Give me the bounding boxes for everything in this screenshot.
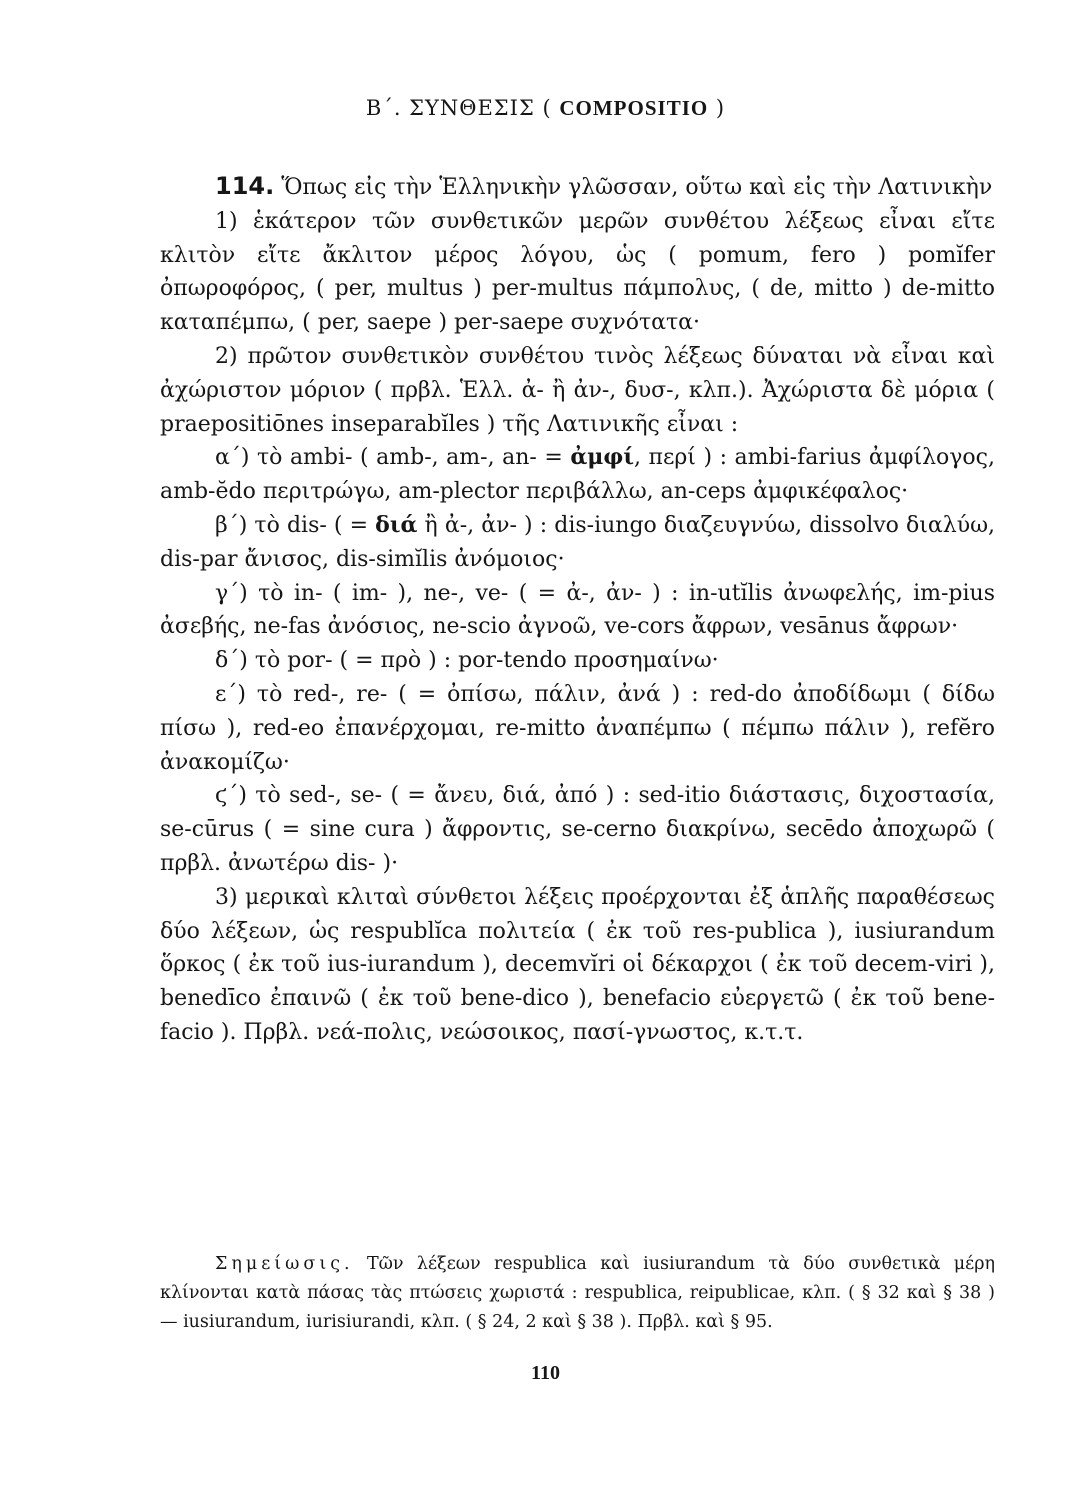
item-beta-pre: β΄) τὸ dis- ( = — [215, 512, 369, 538]
paragraph-3: 3) μερικαὶ κλιταὶ σύνθετοι λέξεις προέρχονται ἐξ ἁπλῆς παραθέσεως δύο λέξεων, ὡς respublĭca πολιτεία ( ἐκ τοῦ res-publica ), iusiurandum ὅρκος ( ἐκ τοῦ ius-iurandum ), decemvĭri οἱ δέκαρχοι ( ἐκ τοῦ decem-viri ), benedīco ἐπαινῶ ( ἐκ τοῦ bene-dico ), benefacio εὐεργετῶ ( ἐκ τοῦ bene-facio ). Πρβλ. νεά-πολις, νεώσοικος, πασί-γνωστος, κ.τ.τ. — [160, 884, 995, 1045]
item-alpha — [160, 441, 995, 509]
item-stigma: ϛ΄) τὸ sed-, se- ( = ἄνευ, διά, ἀπό ) : sed-itio διάστασις, διχοστασία, se-cūrus ( = sine cura ) ἄφροντις, se-cerno διακρίνω, secēdo ἀποχωρῶ ( πρβλ. ἀνωτέρω dis- )· — [160, 783, 995, 876]
chapter-heading — [0, 96, 1091, 121]
section-intro — [160, 170, 995, 205]
footnote-label: Σημείωσις. — [215, 1254, 354, 1274]
paragraph-2: 2) πρῶτον συνθετικὸν συνθέτου τινὸς λέξεως δύναται νὰ εἶναι καὶ ἀχώριστον μόριον ( πρβλ. Ἑλλ. ἀ- ἢ ἀν-, δυσ-, κλπ.). Ἀχώριστα δὲ μόρια ( praepositiōnes inseparabĭles ) τῆς Λατινικῆς εἶναι : — [160, 343, 995, 437]
heading-suffix: ) — [715, 96, 726, 120]
item-gamma: γ΄) τὸ in- ( im- ), ne-, ve- ( = ἀ-, ἀν- ) : in-utĭlis ἀνωφελής, im-pius ἀσεβής, ne-fas ἀνόσιος, ne-scio ἀγνοῶ, ve-cors ἄφρων, vesānus ἄφρων· — [160, 580, 995, 640]
item-beta-bold: διά — [375, 511, 418, 538]
heading-prefix: Β΄. ΣΥΝΘΕΣΙΣ ( — [365, 96, 552, 120]
item-beta — [160, 509, 995, 577]
section-number: 114. — [215, 172, 275, 200]
section-body — [160, 170, 995, 1050]
footnote-text: Τῶν λέξεων respublica καὶ iusiurandum τὰ δύο συνθετικὰ μέρη κλίνονται κατὰ πάσας τὰς πτώσεις χωριστά : respublica, reipublicae, κλπ. ( § 32 καὶ § 38 ) — iusiurandum, iurisiurandi, κλπ. ( § 24, 2 καὶ § 38 ). Πρβλ. καὶ § 95. — [160, 1254, 995, 1332]
heading-latin: COMPOSITIO — [559, 96, 709, 120]
footnote — [160, 1250, 995, 1337]
item-alpha-post: , περί ) : ambi-farius ἀμφίλογος, amb-ĕdo περιτρώγω, am-plector περιβάλλω, an-ceps ἀμφικέφαλος· — [160, 445, 995, 505]
paragraph-1: 1) ἑκάτερον τῶν συνθετικῶν μερῶν συνθέτου λέξεως εἶναι εἴτε κλιτὸν εἴτε ἄκλιτον μέρος λόγου, ὡς ( pomum, fero ) pomĭfer ὀπωροφόρος, ( per, multus ) per-multus πάμπολυς, ( de, mitto ) de-mitto καταπέμπω, ( per, saepe ) per-saepe συχνότατα· — [160, 208, 995, 336]
page-number: 110 — [531, 1362, 560, 1384]
item-alpha-bold: ἀμφί — [570, 444, 634, 471]
item-delta: δ΄) τὸ por- ( = πρὸ ) : por-tendo προσημαίνω· — [215, 648, 719, 674]
section-intro-text: Ὅπως εἰς τὴν Ἑλληνικὴν γλῶσσαν, οὕτω καὶ εἰς τὴν Λατινικὴν — [281, 175, 993, 200]
item-alpha-pre: α΄) τὸ ambi- ( amb-, am-, an- = — [215, 445, 563, 471]
item-epsilon: ε΄) τὸ red-, re- ( = ὀπίσω, πάλιν, ἀνά ) : red-do ἀποδίδωμι ( δίδω πίσω ), red-eo ἐπανέρχομαι, re-mitto ἀναπέμπω ( πέμπω πάλιν ), refĕro ἀνακομίζω· — [160, 681, 995, 775]
item-beta-post: ἢ ἀ-, ἀν- ) : dis-iungo διαζευγνύω, dissolvo διαλύω, dis-par ἄνισος, dis-simĭlis ἀνόμοιος· — [160, 512, 996, 572]
